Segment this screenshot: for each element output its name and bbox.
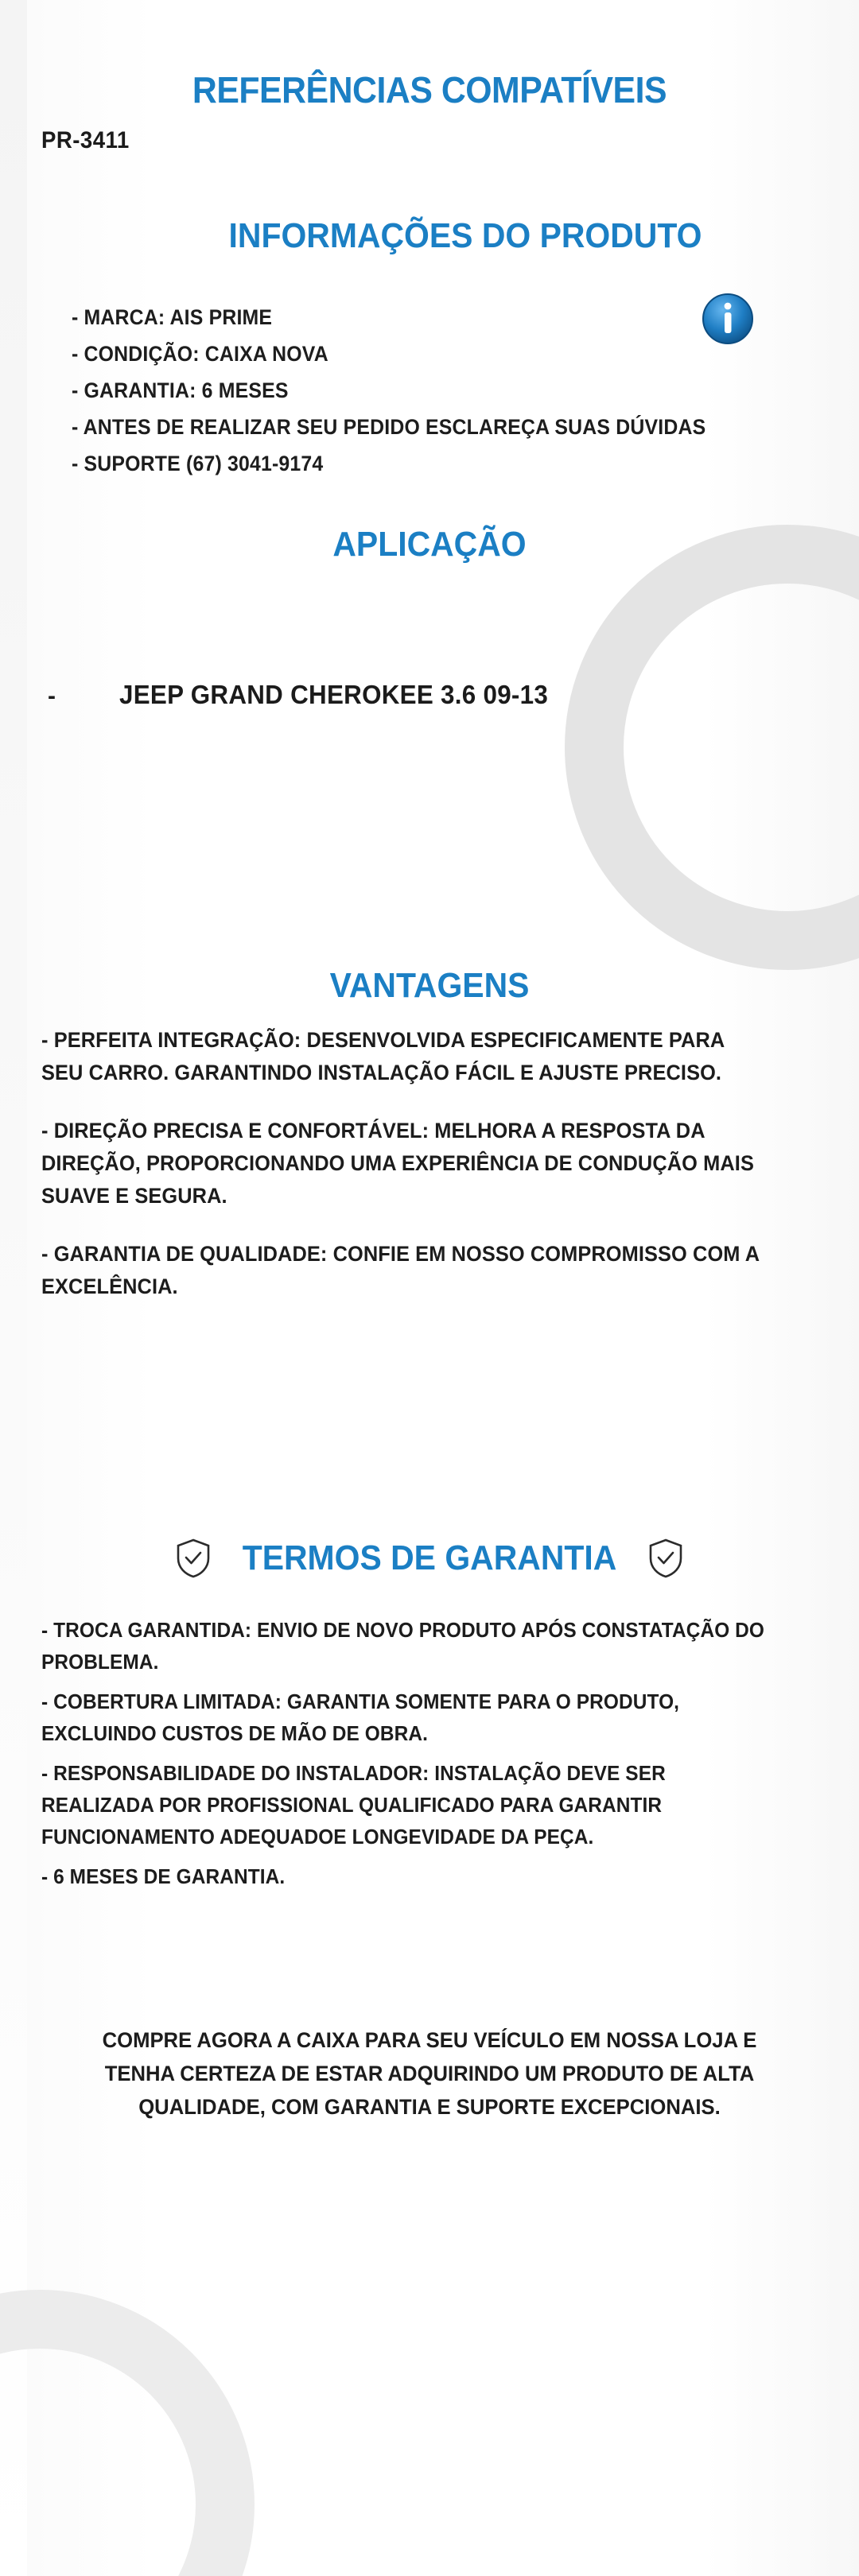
list-item: - CONDIÇÃO: CAIXA NOVA: [72, 342, 328, 366]
application-heading: APLICAÇÃO: [332, 525, 527, 564]
list-item: - DIREÇÃO PRECISA E CONFORTÁVEL: MELHORA A RESPOSTA DA DIREÇÃO, PROPORCIONANDO UMA EXPERIÊNCIA DE CONDUÇÃO MAIS SUAVE E SEGURA.: [41, 1119, 754, 1208]
list-item: - RESPONSABILIDADE DO INSTALADOR: INSTALAÇÃO DEVE SER REALIZADA POR PROFISSIONAL QUALIFICADO PARA GARANTIR FUNCIONAMENTO ADEQUADOE LONGEVIDADE DA PEÇA.: [41, 1761, 666, 1849]
reference-code: PR-3411: [41, 127, 130, 153]
advantages-list: [41, 1024, 805, 1329]
application-row: [48, 680, 748, 710]
section-title-warranty: [0, 1538, 859, 1578]
list-item: - GARANTIA DE QUALIDADE: CONFIE EM NOSSO COMPROMISSO COM A EXCELÊNCIA.: [41, 1242, 760, 1298]
decorative-ring-right: [565, 525, 859, 970]
list-item: - TROCA GARANTIDA: ENVIO DE NOVO PRODUTO APÓS CONSTATAÇÃO DO PROBLEMA.: [41, 1618, 765, 1674]
advantages-heading: VANTAGENS: [329, 966, 530, 1005]
application-bullet: -: [48, 683, 56, 709]
list-item: - PERFEITA INTEGRAÇÃO: DESENVOLVIDA ESPECIFICAMENTE PARA SEU CARRO. GARANTINDO INSTALAÇÃO FÁCIL E AJUSTE PRECISO.: [41, 1028, 725, 1084]
product-info-list: [40, 299, 811, 482]
list-item: - MARCA: AIS PRIME: [72, 305, 273, 329]
compatible-references-heading: REFERÊNCIAS COMPATÍVEIS: [192, 69, 667, 111]
section-title-compatible-references: [0, 68, 859, 111]
section-title-application: [0, 525, 859, 564]
product-info-heading: INFORMAÇÕES DO PRODUTO: [228, 216, 702, 255]
decorative-ring-bottom-left: [0, 2290, 255, 2576]
warranty-heading: TERMOS DE GARANTIA: [242, 1538, 617, 1577]
section-title-advantages: [0, 966, 859, 1006]
shield-check-icon-left: [176, 1538, 211, 1578]
call-to-action-text: COMPRE AGORA A CAIXA PARA SEU VEÍCULO EM NOSSA LOJA E TENHA CERTEZA DE ESTAR ADQUIRINDO UM PRODUTO DE ALTA QUALIDADE, COM GARANTIA E SUPORTE EXCEPCIONAIS.: [102, 2028, 757, 2119]
list-item: - 6 MESES DE GARANTIA.: [41, 1864, 286, 1888]
application-vehicle: JEEP GRAND CHEROKEE 3.6 09-13: [119, 680, 549, 709]
list-item: - ANTES DE REALIZAR SEU PEDIDO ESCLAREÇA SUAS DÚVIDAS: [72, 415, 706, 439]
info-icon: [702, 293, 754, 345]
list-item: - SUPORTE (67) 3041-9174: [72, 452, 324, 475]
left-edge-strip: [0, 0, 27, 2576]
list-item: - COBERTURA LIMITADA: GARANTIA SOMENTE PARA O PRODUTO, EXCLUINDO CUSTOS DE MÃO DE OBRA.: [41, 1690, 680, 1745]
shield-check-icon-right: [648, 1538, 683, 1578]
warranty-list: [41, 1614, 821, 1900]
list-item: - GARANTIA: 6 MESES: [72, 378, 289, 402]
section-title-product-info: [0, 216, 859, 256]
